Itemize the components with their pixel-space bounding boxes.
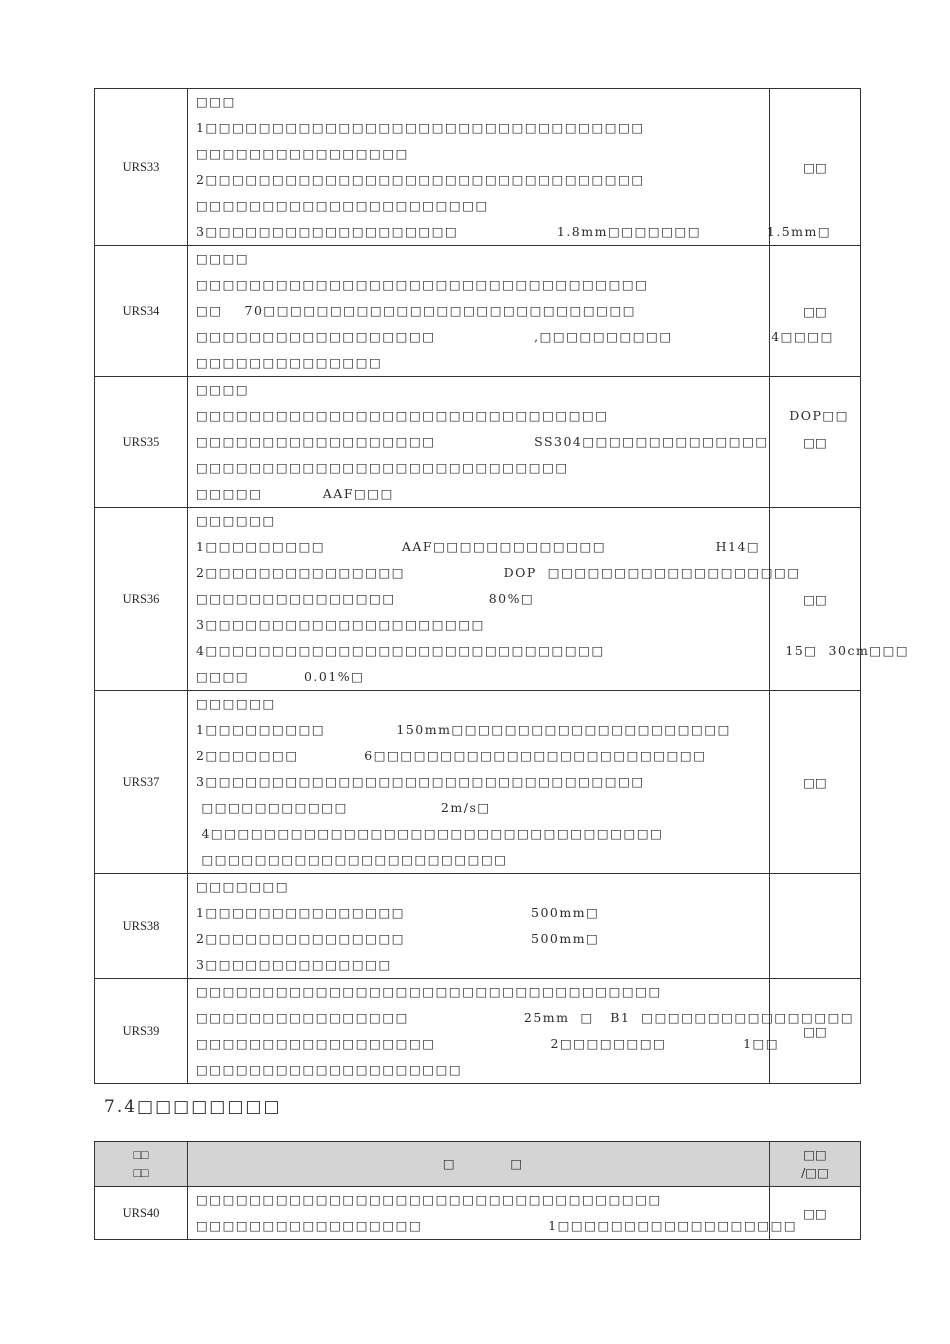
requirement-id: URS35: [95, 377, 188, 508]
requirement-line: 1□□□□□□□□□□□□□□□ 500mm□: [196, 905, 600, 920]
requirement-type: □□: [770, 691, 861, 874]
requirement-text: [188, 89, 832, 246]
requirements-table: [94, 88, 910, 1084]
requirement-line: □□□□□□□□□□□□□□□□□□□□□□□□□□□□□□□□□□□: [196, 984, 662, 999]
requirement-line: □□□□□□□□□□□□□□□□□□□□□□□□□□□□□□□□□□: [196, 277, 649, 292]
requirement-type: □□: [770, 979, 861, 1084]
requirement-line: □□□□: [196, 251, 250, 266]
requirement-type: □□: [770, 89, 861, 246]
requirement-line: 4□□□□□□□□□□□□□□□□□□□□□□□□□□□□□□□□□□: [196, 826, 664, 841]
requirement-line: □□□□□□□□□□□□□□□ 80%□: [196, 591, 535, 606]
requirement-id: URS36: [95, 508, 188, 691]
header-col-type-line1: □□: [803, 1147, 827, 1162]
requirement-line: □□□□□□□: [196, 879, 290, 894]
requirement-text: [188, 508, 910, 691]
requirement-line: 2□□□□□□□□□□□□□□□ 500mm□: [196, 931, 600, 946]
requirement-line: 1□□□□□□□□□ AAF□□□□□□□□□□□□□ H14□: [196, 539, 761, 554]
requirement-line: □□□□: [196, 382, 250, 397]
header-col-type: [770, 1142, 861, 1187]
requirement-line: □□□□□□□□□□□□□□□□□□□□□□□□□□□□□□□ DOP□□: [196, 408, 850, 423]
requirement-line: □□□□□□□□□□□□□□□□□□□□□□□□□□□□: [196, 460, 569, 475]
requirement-text: [188, 377, 850, 508]
requirement-line: 3□□□□□□□□□□□□□□□□□□□□□□□□□□□□□□□□□: [196, 774, 645, 789]
table-row: [95, 89, 861, 246]
requirement-text: [188, 874, 770, 979]
requirement-type: □□: [770, 246, 861, 377]
requirement-type: □□: [770, 1187, 861, 1240]
header-col-id: [95, 1142, 188, 1187]
requirement-line: 2□□□□□□□ 6□□□□□□□□□□□□□□□□□□□□□□□□□: [196, 748, 707, 763]
requirement-id: URS39: [95, 979, 188, 1084]
header-col-id-line1: □□: [133, 1148, 149, 1162]
requirement-line: 3□□□□□□□□□□□□□□: [196, 957, 392, 972]
requirement-id: URS40: [95, 1187, 188, 1240]
requirement-line: □□□□□□□□□□□□□□□□□□ 2□□□□□□□□ 1□□: [196, 1036, 780, 1051]
section-heading: 7.4□□□□□□□□: [104, 1097, 282, 1117]
requirement-line: 1□□□□□□□□□□□□□□□□□□□□□□□□□□□□□□□□□: [196, 120, 645, 135]
requirement-line: □□□□□□□□□□□□□□□□□□□□□□□: [196, 852, 508, 867]
requirement-type: [770, 874, 861, 979]
requirement-line: 3□□□□□□□□□□□□□□□□□□□ 1.8mm□□□□□□□ 1.5mm□: [196, 224, 832, 239]
table-header-row: [95, 1142, 861, 1187]
header-col-type-line2: /□□: [801, 1165, 829, 1180]
requirement-line: 1□□□□□□□□□ 150mm□□□□□□□□□□□□□□□□□□□□□: [196, 722, 731, 737]
requirement-line: 3□□□□□□□□□□□□□□□□□□□□□: [196, 617, 485, 632]
requirement-id: URS34: [95, 246, 188, 377]
requirement-text: [188, 979, 855, 1084]
requirement-line: □□□□□□□□□□□□□□: [196, 355, 383, 370]
header-col-content: □ □: [188, 1142, 770, 1187]
table-row: [95, 874, 861, 979]
requirement-line: □□□□□□□□□□□□□□□□: [196, 146, 409, 161]
table-row: [95, 1187, 861, 1240]
requirement-id: URS37: [95, 691, 188, 874]
requirement-line: 4□□□□□□□□□□□□□□□□□□□□□□□□□□□□□□ 15□ 30cm□□□: [196, 643, 910, 658]
requirement-line: □□□□□□□□□□□□□□□□□□□□□□: [196, 198, 489, 213]
requirement-text: [188, 691, 770, 874]
requirement-line: □□□□□□□□□□□□□□□□□□ SS304□□□□□□□□□□□□□□: [196, 434, 769, 449]
requirement-line: □□□□ 0.01%□: [196, 669, 365, 684]
requirement-line: □□□□□□□□□□□□□□□□ 25mm □ B1 □□□□□□□□□□□□□□□□: [196, 1010, 855, 1025]
table-row: [95, 508, 861, 691]
requirement-line: □□□□□□□□□□□□□□□□□□□□□□□□□□□□□□□□□□□: [196, 1192, 662, 1207]
requirement-type: □□: [770, 508, 861, 691]
requirement-type: □□: [770, 377, 861, 508]
requirement-line: □□□□□□□□□□□□□□□□□□□□: [196, 1062, 463, 1077]
requirement-id: URS38: [95, 874, 188, 979]
table-row: [95, 246, 861, 377]
table-row: [95, 979, 861, 1084]
requirement-line: □□ 70□□□□□□□□□□□□□□□□□□□□□□□□□□□□: [196, 303, 637, 318]
requirement-line: 2□□□□□□□□□□□□□□□□□□□□□□□□□□□□□□□□□: [196, 172, 645, 187]
requirement-line: □□□□□□: [196, 696, 276, 711]
requirements-table-2: [94, 1141, 861, 1240]
requirement-id: URS33: [95, 89, 188, 246]
requirement-line: □□□□□□□□□□□□□□□□□□ ,□□□□□□□□□□ 4□□□□: [196, 329, 834, 344]
table-row: [95, 691, 861, 874]
requirement-line: □□□□□□□□□□□□□□□□□ 1□□□□□□□□□□□□□□□□□□: [196, 1218, 798, 1233]
requirement-line: □□□: [196, 94, 236, 109]
requirement-line: □□□□□□□□□□□ 2m/s□: [196, 800, 491, 815]
requirement-text: [188, 246, 834, 377]
header-col-id-line2: □□: [133, 1166, 149, 1180]
requirement-line: 2□□□□□□□□□□□□□□□ DOP □□□□□□□□□□□□□□□□□□□: [196, 565, 801, 580]
table-row: [95, 377, 861, 508]
requirement-line: □□□□□□: [196, 513, 276, 528]
requirement-text: [188, 1187, 798, 1240]
requirement-line: □□□□□ AAF□□□: [196, 486, 394, 501]
